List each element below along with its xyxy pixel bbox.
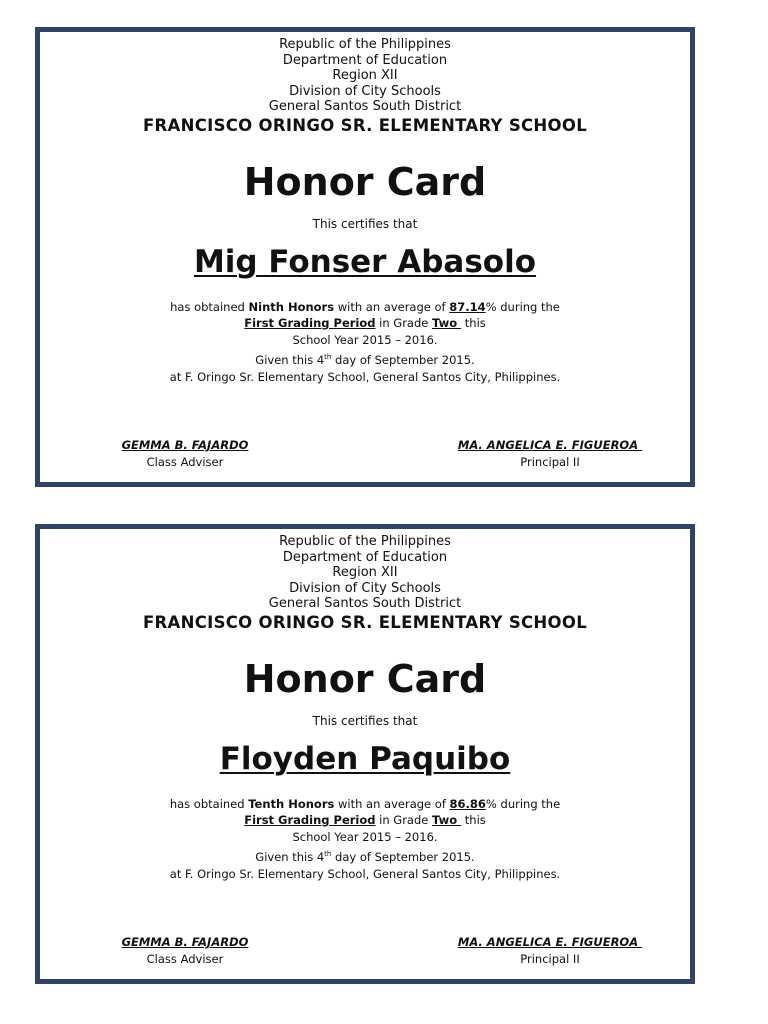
average-value: 86.86: [449, 796, 486, 811]
header-district: General Santos South District: [268, 596, 462, 611]
during-text: during the: [496, 796, 561, 811]
given-location: at F. Oringo Sr. Elementary School, General Santos City, Philippines.: [169, 866, 561, 881]
certifies-text: This certifies that: [312, 713, 418, 728]
in-grade-text: in Grade: [375, 813, 433, 827]
header-department: Department of Education: [282, 549, 448, 565]
school-year: School Year 2015 – 2016.: [292, 829, 438, 844]
given-sup: th: [324, 353, 332, 362]
student-name: Mig Fonser Abasolo: [193, 243, 537, 280]
average-phrase: with an average of: [334, 299, 450, 314]
grading-period: First Grading Period: [244, 316, 376, 330]
grading-period: First Grading Period: [244, 813, 376, 827]
adviser-title: Class Adviser: [146, 454, 224, 469]
header-district: General Santos South District: [268, 99, 462, 114]
honor-card-1: [35, 27, 695, 487]
header-region: Region XII: [332, 68, 398, 83]
given-suffix: day of September 2015.: [331, 353, 475, 367]
header-republic: Republic of the Philippines: [279, 534, 451, 549]
grade-value: Two: [432, 813, 462, 827]
obtained-prefix: has obtained: [169, 796, 249, 811]
grading-line: [40, 315, 690, 332]
header-republic: Republic of the Philippines: [279, 37, 451, 52]
card-title: Honor Card: [243, 159, 487, 204]
this-text: this: [461, 813, 486, 827]
principal-title: Principal II: [520, 951, 580, 966]
honor-line: [40, 299, 690, 316]
honor-line: [40, 796, 690, 813]
principal-name: MA. ANGELICA E. FIGUEROA: [457, 438, 643, 452]
adviser-name: GEMMA B. FAJARDO: [121, 438, 249, 452]
this-text: this: [461, 316, 486, 330]
given-suffix: day of September 2015.: [331, 850, 475, 864]
percent-sign: %: [485, 299, 497, 314]
average-value: 87.14: [449, 299, 486, 314]
honor-rank: Tenth Honors: [248, 796, 335, 811]
given-date: [40, 849, 690, 866]
percent-sign: %: [485, 796, 497, 811]
during-text: during the: [496, 299, 560, 314]
obtained-prefix: has obtained: [170, 299, 249, 314]
in-grade-text: in Grade: [375, 316, 433, 330]
header-division: Division of City Schools: [289, 83, 441, 99]
grade-value: Two: [432, 316, 462, 330]
given-prefix: Given this 4: [255, 850, 325, 864]
given-date: [40, 352, 690, 369]
average-phrase: with an average of: [334, 796, 450, 811]
header-region: Region XII: [332, 565, 398, 580]
honor-card-2: [35, 524, 695, 984]
principal-title: Principal II: [520, 454, 580, 469]
honor-rank: Ninth Honors: [248, 299, 335, 314]
grading-line: [40, 812, 690, 829]
adviser-title: Class Adviser: [146, 951, 224, 966]
card-title: Honor Card: [243, 656, 487, 701]
student-name: Floyden Paquibo: [219, 740, 511, 777]
school-year: School Year 2015 – 2016.: [292, 332, 438, 347]
principal-signature: [430, 934, 670, 967]
principal-name: MA. ANGELICA E. FIGUEROA: [457, 935, 643, 949]
header-division: Division of City Schools: [289, 580, 441, 596]
adviser-signature: [110, 437, 260, 470]
school-name: FRANCISCO ORINGO SR. ELEMENTARY SCHOOL: [142, 115, 588, 135]
header-department: Department of Education: [282, 52, 448, 68]
adviser-name: GEMMA B. FAJARDO: [121, 935, 249, 949]
given-sup: th: [324, 850, 332, 859]
adviser-signature: [110, 934, 260, 967]
given-prefix: Given this 4: [255, 353, 325, 367]
certifies-text: This certifies that: [312, 216, 418, 231]
principal-signature: [430, 437, 670, 470]
given-location: at F. Oringo Sr. Elementary School, General Santos City, Philippines.: [169, 369, 561, 384]
school-name: FRANCISCO ORINGO SR. ELEMENTARY SCHOOL: [142, 612, 588, 632]
